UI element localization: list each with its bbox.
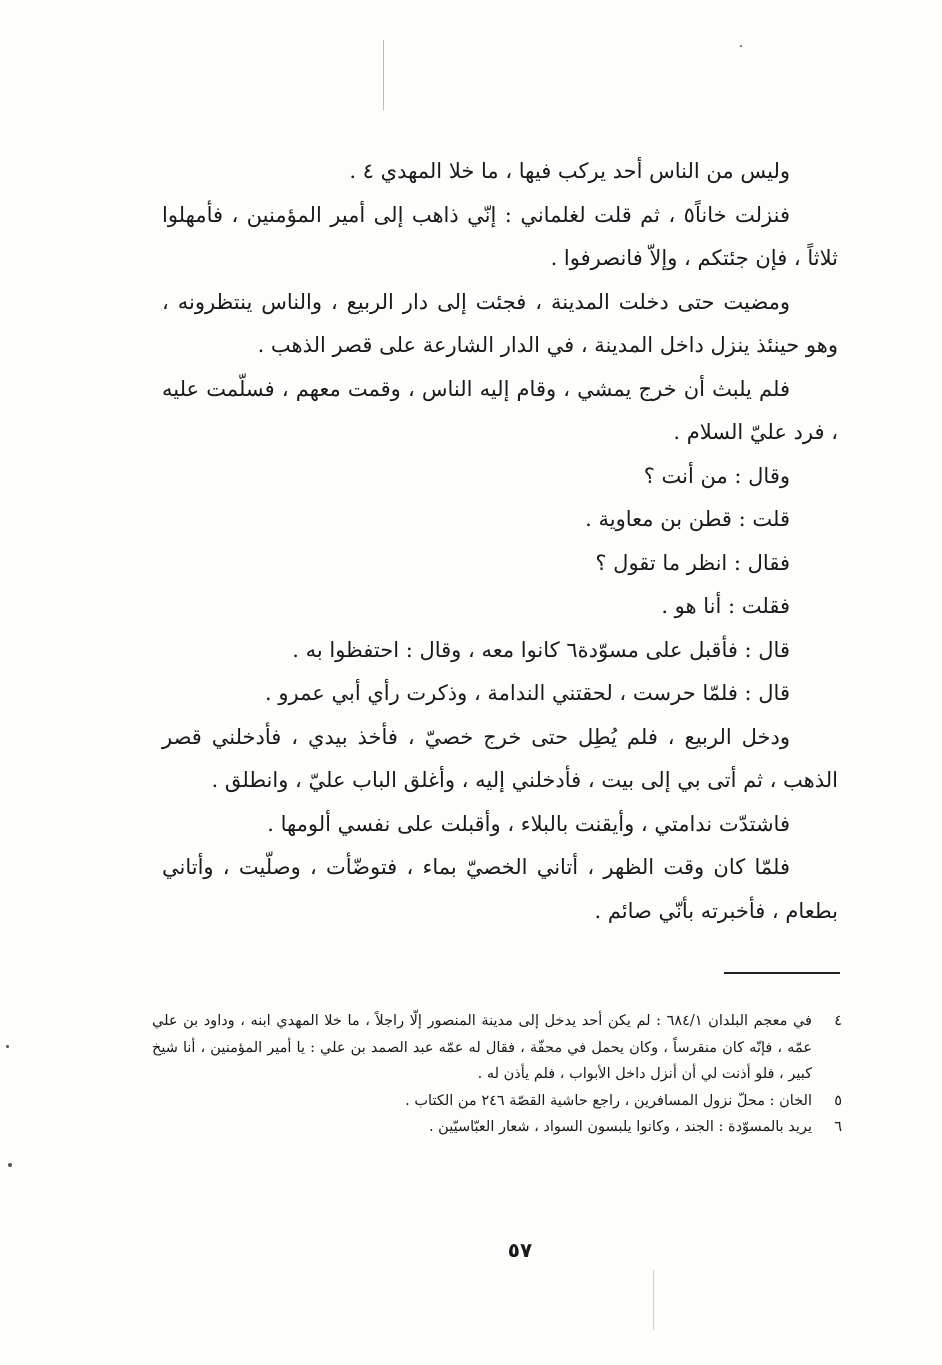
- footnote-text: في معجم البلدان ٦٨٤/١ : لم يكن أحد يدخل إلى مدينة المنصور إلّا راجلاً ، ما خلا المهدي ابنه ، وداود بن علي عمّه ، فإنّه كان منقرساً ، وكان يحمل في محفّة ، فقال له عمّه عبد الصمد بن علي : يا أمير المؤمنين ، أنا شيخ كبير ، فلو أذنت لي أن أنزل داخل الأبواب ، فلم يأذن له .: [152, 1013, 812, 1082]
- footnote-number: ٦: [834, 1119, 842, 1135]
- footnote-number: ٤: [834, 1013, 842, 1029]
- footnote-text: يريد بالمسوّدة : الجند ، وكانوا يلبسون السواد ، شعار العبّاسيّين .: [428, 1119, 812, 1135]
- body-text: [162, 150, 838, 933]
- scan-speck: [6, 1045, 9, 1048]
- paragraph: فلمّا كان وقت الظهر ، أتاني الخصيّ بماء ، فتوضّأت ، وصلّيت ، وأتاني بطعام ، فأخبرته بأنّي صائم .: [162, 855, 838, 923]
- paragraph: فلم يلبث أن خرج يمشي ، وقام إليه الناس ، وقمت معهم ، فسلّمت عليه ، فرد عليّ السلام .: [162, 376, 838, 444]
- footnote: [152, 1114, 842, 1141]
- footnotes: [152, 1008, 842, 1141]
- footnote: [152, 1088, 842, 1115]
- page-number: ٥٧: [507, 1238, 533, 1262]
- dialogue-line: قال : فأقبل على مسوّدة٦ كانوا معه ، وقال : احتفظوا به .: [292, 637, 790, 662]
- paragraph: فاشتدّت ندامتي ، وأيقنت بالبلاء ، وأقبلت على نفسي ألومها .: [267, 811, 790, 836]
- scan-crease-bottom: [653, 1270, 654, 1330]
- footnote-text: الخان : محلّ نزول المسافرين ، راجع حاشية القصّة ٢٤٦ من الكتاب .: [405, 1092, 812, 1109]
- paragraph: ومضيت حتى دخلت المدينة ، فجئت إلى دار الربيع ، والناس ينتظرونه ، وهو حينئذ ينزل داخل المدينة ، في الدار الشارعة على قصر الذهب .: [162, 289, 838, 357]
- dialogue-line: وقال : من أنت ؟: [643, 463, 790, 488]
- footnote: [152, 1008, 842, 1088]
- paragraph: وليس من الناس أحد يركب فيها ، ما خلا المهدي ٤ .: [349, 159, 790, 183]
- scan-speck: [8, 1163, 12, 1167]
- paragraph: ودخل الربيع ، فلم يُطِل حتى خرج خصيّ ، فأخذ بيدي ، فأدخلني قصر الذهب ، ثم أتى بي إلى بيت ، فأدخلني إليه ، وأغلق الباب عليّ ، وانطلق .: [162, 724, 838, 792]
- dialogue-line: قال : فلمّا حرست ، لحقتني الندامة ، وذكرت رأي أبي عمرو .: [265, 681, 790, 705]
- dialogue-line: فقلت : أنا هو .: [661, 594, 790, 618]
- dialogue-line: قلت : قطن بن معاوية .: [585, 507, 790, 531]
- paragraph: فنزلت خاناً٥ ، ثم قلت لغلماني : إنّي ذاهب إلى أمير المؤمنين ، فأمهلوا ثلاثاً ، فإن جئتكم ، وإلاّ فانصرفوا .: [162, 202, 838, 270]
- footnote-divider: [724, 972, 840, 974]
- scan-crease: [383, 40, 384, 110]
- dialogue-line: فقال : انظر ما تقول ؟: [595, 550, 790, 575]
- scan-speck: [740, 45, 742, 47]
- footnote-number: ٥: [834, 1092, 842, 1109]
